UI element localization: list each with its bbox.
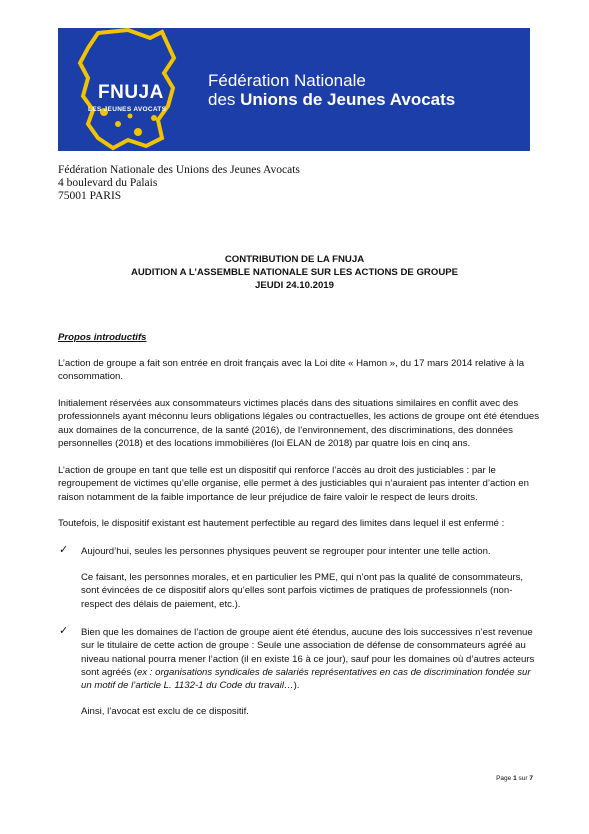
address-line2: 4 boulevard du Palais [58,177,158,189]
paragraph-2: Initialement réservées aux consommateurs victimes placés dans des situations similaires en conflit avec des professionnels ayant méconnu leurs obligations légales ou contractuelles, les actions de groupe ont été étendues aux domaines de la concurrence, de la santé (2016), de l’environnement, des discriminations, des données personnelles (2018) et des locations immobilières (loi ELAN de 2018) par quatre lois en cinq ans. [58,398,540,449]
bullet-2-detail: Ainsi, l’avocat est exclu de ce dispositif. [81,706,249,717]
page-number: Page 1 sur 7 [496,775,533,782]
federation-name-line1: Fédération Nationale [208,71,366,90]
paragraph-1: L’action de groupe a fait son entrée en droit français avec la Loi dite « Hamon », du 17 mars 2014 relative à la consommation. [58,358,525,383]
logo-subtitle: LES JEUNES AVOCATS [88,106,167,113]
title-line2: AUDITION A L’ASSEMBLE NATIONALE SUR LES ACTIONS DE GROUPE [130,267,459,278]
paragraph-3: L’action de groupe en tant que telle est un dispositif qui renforce l’accès au droit des justiciables : par le regroupement de victimes qu’elle organise, elle permet à des justiciables qui n’auraient pas intenter d’action en raison notamment de la faible importance de leur préjudice de faire valoir le respect de leurs droits. [58,465,529,503]
federation-name-line2: des Unions de Jeunes Avocats [208,90,456,109]
address-line1: Fédération Nationale des Unions des Jeunes Avocats [58,164,300,176]
title-line3: JEUDI 24.10.2019 [255,280,334,291]
checkmark-icon: ✓ [59,625,69,637]
title-line1: CONTRIBUTION DE LA FNUJA [224,254,365,265]
checkmark-icon: ✓ [59,544,69,556]
bullet-1: Aujourd’hui, seules les personnes physiques peuvent se regrouper pour intenter une telle action. [81,546,491,557]
section-title: Propos introductifs [58,332,147,343]
logo-text: FNUJA [98,82,164,103]
bullet-1-detail: Ce faisant, les personnes morales, et en particulier les PME, qui n’ont pas la qualité de consommateurs, sont évincées de ce dispositif alors qu’elles sont parfois victimes de pratiques de professionnels (non-respect des délais de paiement, etc.). [81,572,524,610]
sender-address [58,164,300,203]
header-banner [58,28,530,151]
paragraph-4: Toutefois, le dispositif existant est hautement perfectible au regard des limites dans lequel il est enfermé : [58,518,505,529]
address-line3: 75001 PARIS [58,190,122,202]
bullet-2: Bien que les domaines de l’action de groupe aient été étendus, aucune des lois successives n’est revenue sur le titulaire de cette action de groupe : Seule une association de défense de consommateurs agréé au niveau national pourra mener l’action (il en existe 16 à ce jour), sauf pour les domaines où d’autres acteurs sont agréés (ex : organisations syndicales de salariés représentatives en cas de discrimination fondée sur un motif de l’article L. 1132-1 du Code du travail…). [81,627,535,692]
document-title [0,253,589,292]
